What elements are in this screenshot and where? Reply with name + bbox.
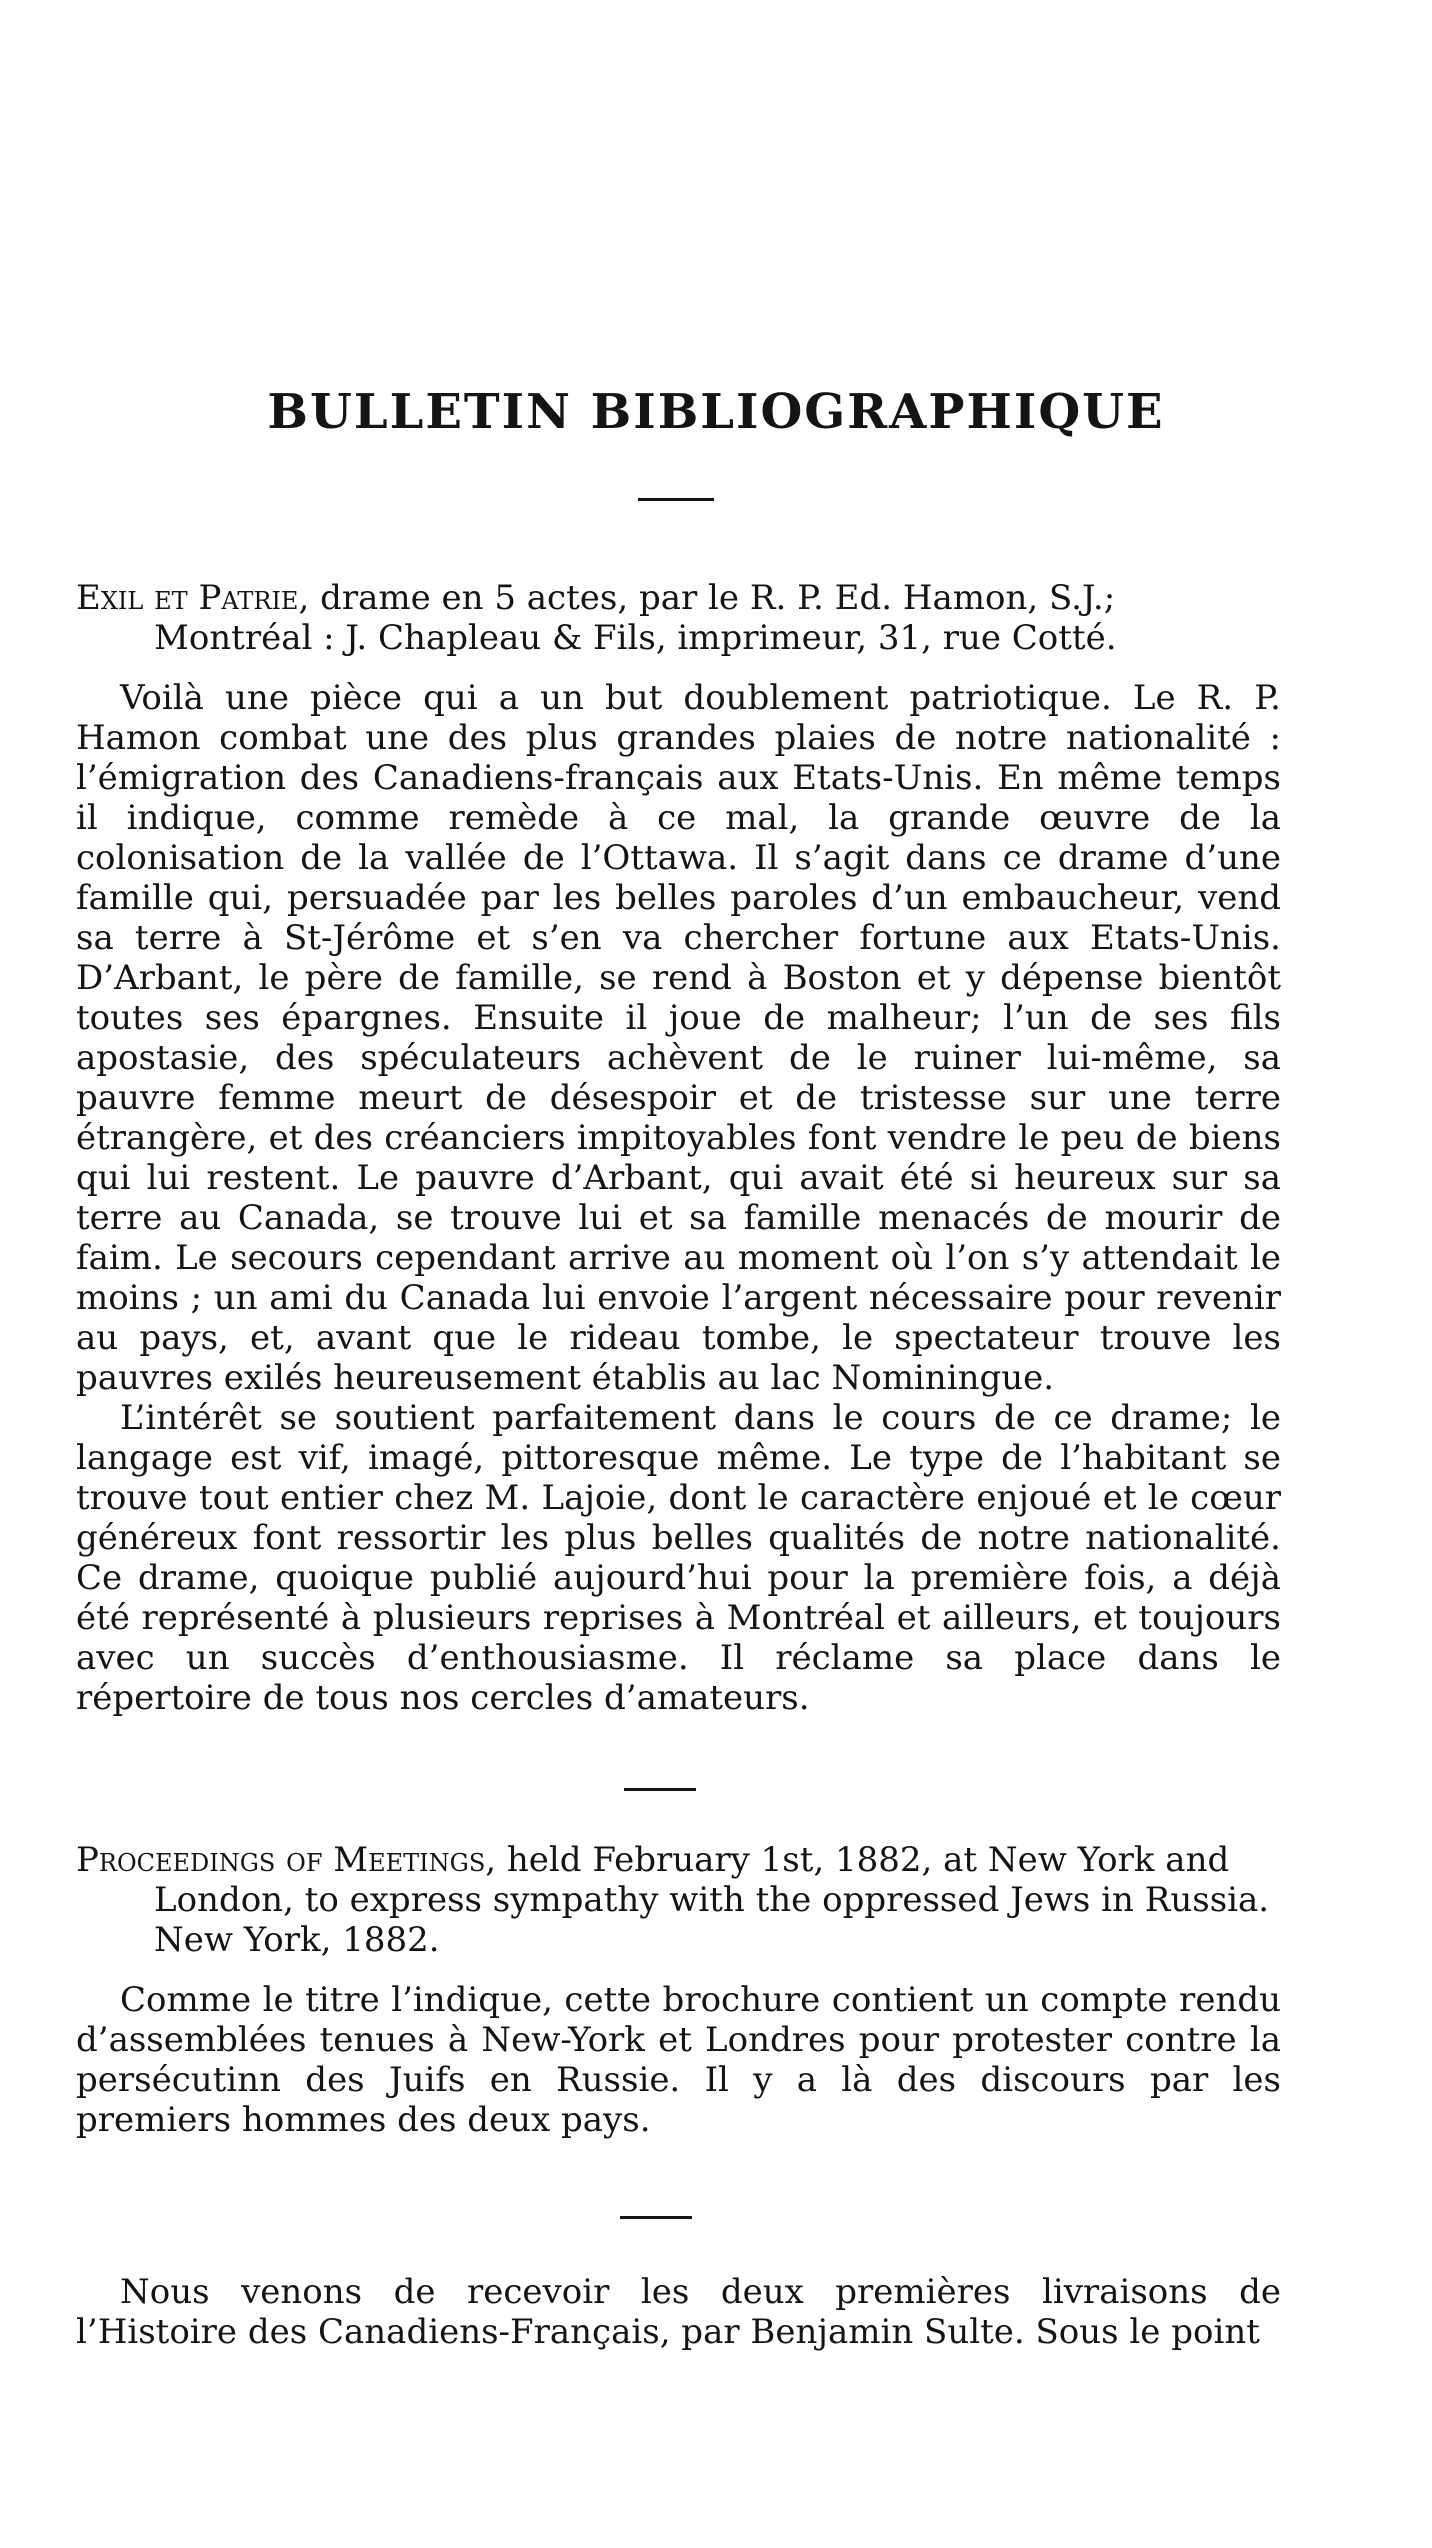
review-paragraph: Voilà une pièce qui a un but doublement patriotique. Le R. P. Hamon combat une des plus grandes plaies de notre nationalité : l’émigration des Canadiens-français aux Etats-Unis. En même temps il indique, comme remède à ce mal, la grande œuvre de la colonisation de la vallée de l’Ottawa. Il s’agit dans ce drame d’une famille qui, persuadée par les belles paroles d’un embaucheur, vend sa terre à St-Jérôme et s’en va chercher fortune aux Etats-Unis. D’Arbant, le père de famille, se rend à Boston et y dépense bientôt toutes ses épargnes. Ensuite il joue de malheur; l’un de ses fils apostasie, des spéculateurs achèvent de le ruiner lui-même, sa pauvre femme meurt de désespoir et de tristesse sur une terre étrangère, et des créanciers impitoyables font vendre le peu de biens qui lui restent. Le pauvre d’Arbant, qui avait été si heureux sur sa terre au Canada, se trouve lui et sa famille menacés de mourir de faim. Le secours cependant arrive au moment où l’on s’y attendait le moins ; un ami du Canada lui envoie l’argent nécessaire pour revenir au pays, et, avant que le rideau tombe, le spectateur trouve les pauvres exilés heureusement établis au lac Nominingue. <box>76 678 1281 1398</box>
review-citation-details: , drame en 5 actes, par le R. P. Ed. Hamon, S.J.; Montréal : J. Chapleau & Fils, imprimeur, 31, rue Cotté. <box>154 578 1117 658</box>
review-title: Exil et Patrie <box>76 578 299 618</box>
review-citation <box>76 578 1281 658</box>
review-paragraph <box>76 2272 1281 2352</box>
spacer <box>76 1960 1281 1980</box>
review-entry-1 <box>76 578 1281 1718</box>
review-paragraph: L’intérêt se soutient parfaitement dans le cours de ce drame; le langage est vif, imagé, pittoresque même. Le type de l’habitant se trouve tout entier chez M. Lajoie, dont le caractère enjoué et le cœur généreux font ressortir les plus belles qualités de notre nationalité. Ce drame, quoique publié aujourd’hui pour la première fois, a déjà été représenté à plusieurs reprises à Montréal et ailleurs, et toujours avec un succès d’enthousiasme. Il réclame sa place dans le répertoire de tous nos cercles d’amateurs. <box>76 1398 1281 1718</box>
review-citation <box>76 1840 1281 1960</box>
review-title: Histoire des Canadiens-Français <box>97 2312 660 2352</box>
review-entry-3 <box>76 2272 1281 2352</box>
heading-rule <box>638 498 714 501</box>
review-entry-2 <box>76 1840 1281 2140</box>
section-divider <box>624 1788 696 1791</box>
spacer <box>76 658 1281 678</box>
review-intro: Nous venons de recevoir les deux premières livraisons de l’ <box>76 2272 1281 2352</box>
review-continuation: , par Benjamin Sulte. Sous le point <box>659 2312 1260 2352</box>
review-citation-details: , held February 1st, 1882, at New York and London, to express sympathy with the oppressed Jews in Russia. New York, 1882. <box>154 1840 1270 1960</box>
review-paragraph: Comme le titre l’indique, cette brochure contient un compte rendu d’assemblées tenues à New-York et Londres pour protester contre la persécutinn des Juifs en Russie. Il y a là des discours par les premiers hommes des deux pays. <box>76 1980 1281 2140</box>
section-divider <box>620 2216 692 2219</box>
page-heading: BULLETIN BIBLIOGRAPHIQUE <box>267 384 1165 440</box>
review-title: Proceedings of Meetings <box>76 1840 486 1880</box>
